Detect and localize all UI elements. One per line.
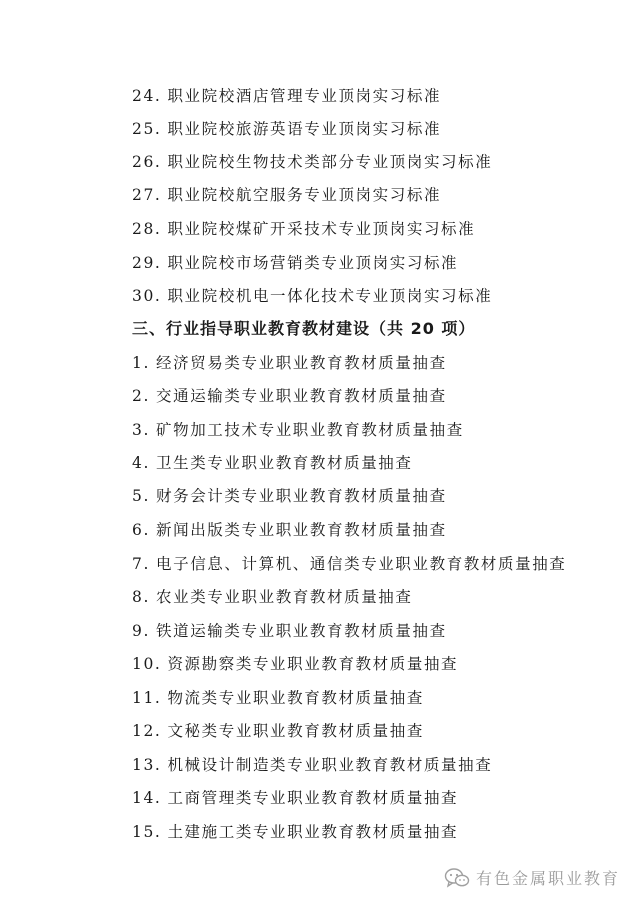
item-text: 工商管理类专业职业教育教材质量抽查 — [167, 789, 459, 807]
item-text: 职业院校生物技术类部分专业顶岗实习标准 — [167, 153, 493, 171]
item-text: 农业类专业职业教育教材质量抽查 — [156, 588, 413, 606]
item-text: 职业院校酒店管理专业顶岗实习标准 — [167, 87, 442, 105]
item-number: 11. — [132, 689, 162, 707]
list-item — [132, 587, 413, 607]
list-item — [132, 788, 458, 808]
list-item — [132, 486, 447, 506]
item-number: 8. — [132, 588, 150, 606]
item-number: 7. — [132, 555, 150, 573]
item-text: 机械设计制造类专业职业教育教材质量抽查 — [167, 756, 493, 774]
item-text: 电子信息、计算机、通信类专业职业教育教材质量抽查 — [156, 555, 567, 573]
item-number: 6. — [132, 521, 150, 539]
item-number: 12. — [132, 722, 162, 740]
list-item — [132, 520, 447, 540]
item-text: 土建施工类专业职业教育教材质量抽查 — [167, 823, 459, 841]
item-number: 13. — [132, 756, 162, 774]
item-text: 矿物加工技术专业职业教育教材质量抽查 — [156, 421, 464, 439]
wechat-icon — [444, 867, 470, 889]
watermark — [444, 866, 620, 889]
item-text: 财务会计类专业职业教育教材质量抽查 — [156, 487, 447, 505]
item-number: 29. — [132, 254, 162, 272]
item-number: 28. — [132, 220, 162, 238]
item-text: 交通运输类专业职业教育教材质量抽查 — [156, 387, 447, 405]
list-item — [132, 152, 492, 172]
list-item — [132, 386, 447, 406]
item-number: 5. — [132, 487, 150, 505]
item-text: 文秘类专业职业教育教材质量抽查 — [167, 722, 424, 740]
list-item — [132, 453, 413, 473]
item-text: 职业院校航空服务专业顶岗实习标准 — [167, 186, 442, 204]
item-text: 职业院校市场营销类专业顶岗实习标准 — [167, 254, 459, 272]
item-number: 27. — [132, 186, 162, 204]
item-text: 资源勘察类专业职业教育教材质量抽查 — [167, 655, 459, 673]
list-item — [132, 688, 424, 708]
item-text: 新闻出版类专业职业教育教材质量抽查 — [156, 521, 447, 539]
list-item — [132, 755, 492, 775]
item-number: 14. — [132, 789, 162, 807]
list-item — [132, 253, 458, 273]
item-number: 25. — [132, 120, 162, 138]
item-number: 3. — [132, 421, 150, 439]
item-number: 9. — [132, 622, 150, 640]
item-text: 经济贸易类专业职业教育教材质量抽查 — [156, 354, 447, 372]
section-heading: 三、行业指导职业教育教材建设（共 20 项） — [132, 319, 476, 338]
list-item — [132, 654, 458, 674]
item-number: 24. — [132, 87, 162, 105]
item-text: 铁道运输类专业职业教育教材质量抽查 — [156, 622, 447, 640]
list-item — [132, 721, 424, 741]
item-number: 10. — [132, 655, 162, 673]
item-text: 职业院校旅游英语专业顶岗实习标准 — [167, 120, 442, 138]
item-number: 2. — [132, 387, 150, 405]
item-text: 职业院校机电一体化技术专业顶岗实习标准 — [167, 287, 493, 305]
list-item — [132, 185, 441, 205]
list-item — [132, 822, 458, 842]
list-item — [132, 554, 566, 574]
list-item — [132, 86, 441, 106]
item-text: 职业院校煤矿开采技术专业顶岗实习标准 — [167, 220, 476, 238]
item-number: 30. — [132, 287, 162, 305]
item-number: 1. — [132, 354, 150, 372]
list-item — [132, 353, 447, 373]
list-item — [132, 286, 492, 306]
list-item — [132, 219, 475, 239]
item-text: 卫生类专业职业教育教材质量抽查 — [156, 454, 413, 472]
item-number: 4. — [132, 454, 150, 472]
list-item — [132, 420, 464, 440]
watermark-text: 有色金属职业教育 — [475, 869, 620, 888]
list-item — [132, 621, 447, 641]
item-number: 15. — [132, 823, 162, 841]
item-text: 物流类专业职业教育教材质量抽查 — [167, 689, 424, 707]
list-item — [132, 119, 441, 139]
item-number: 26. — [132, 153, 162, 171]
